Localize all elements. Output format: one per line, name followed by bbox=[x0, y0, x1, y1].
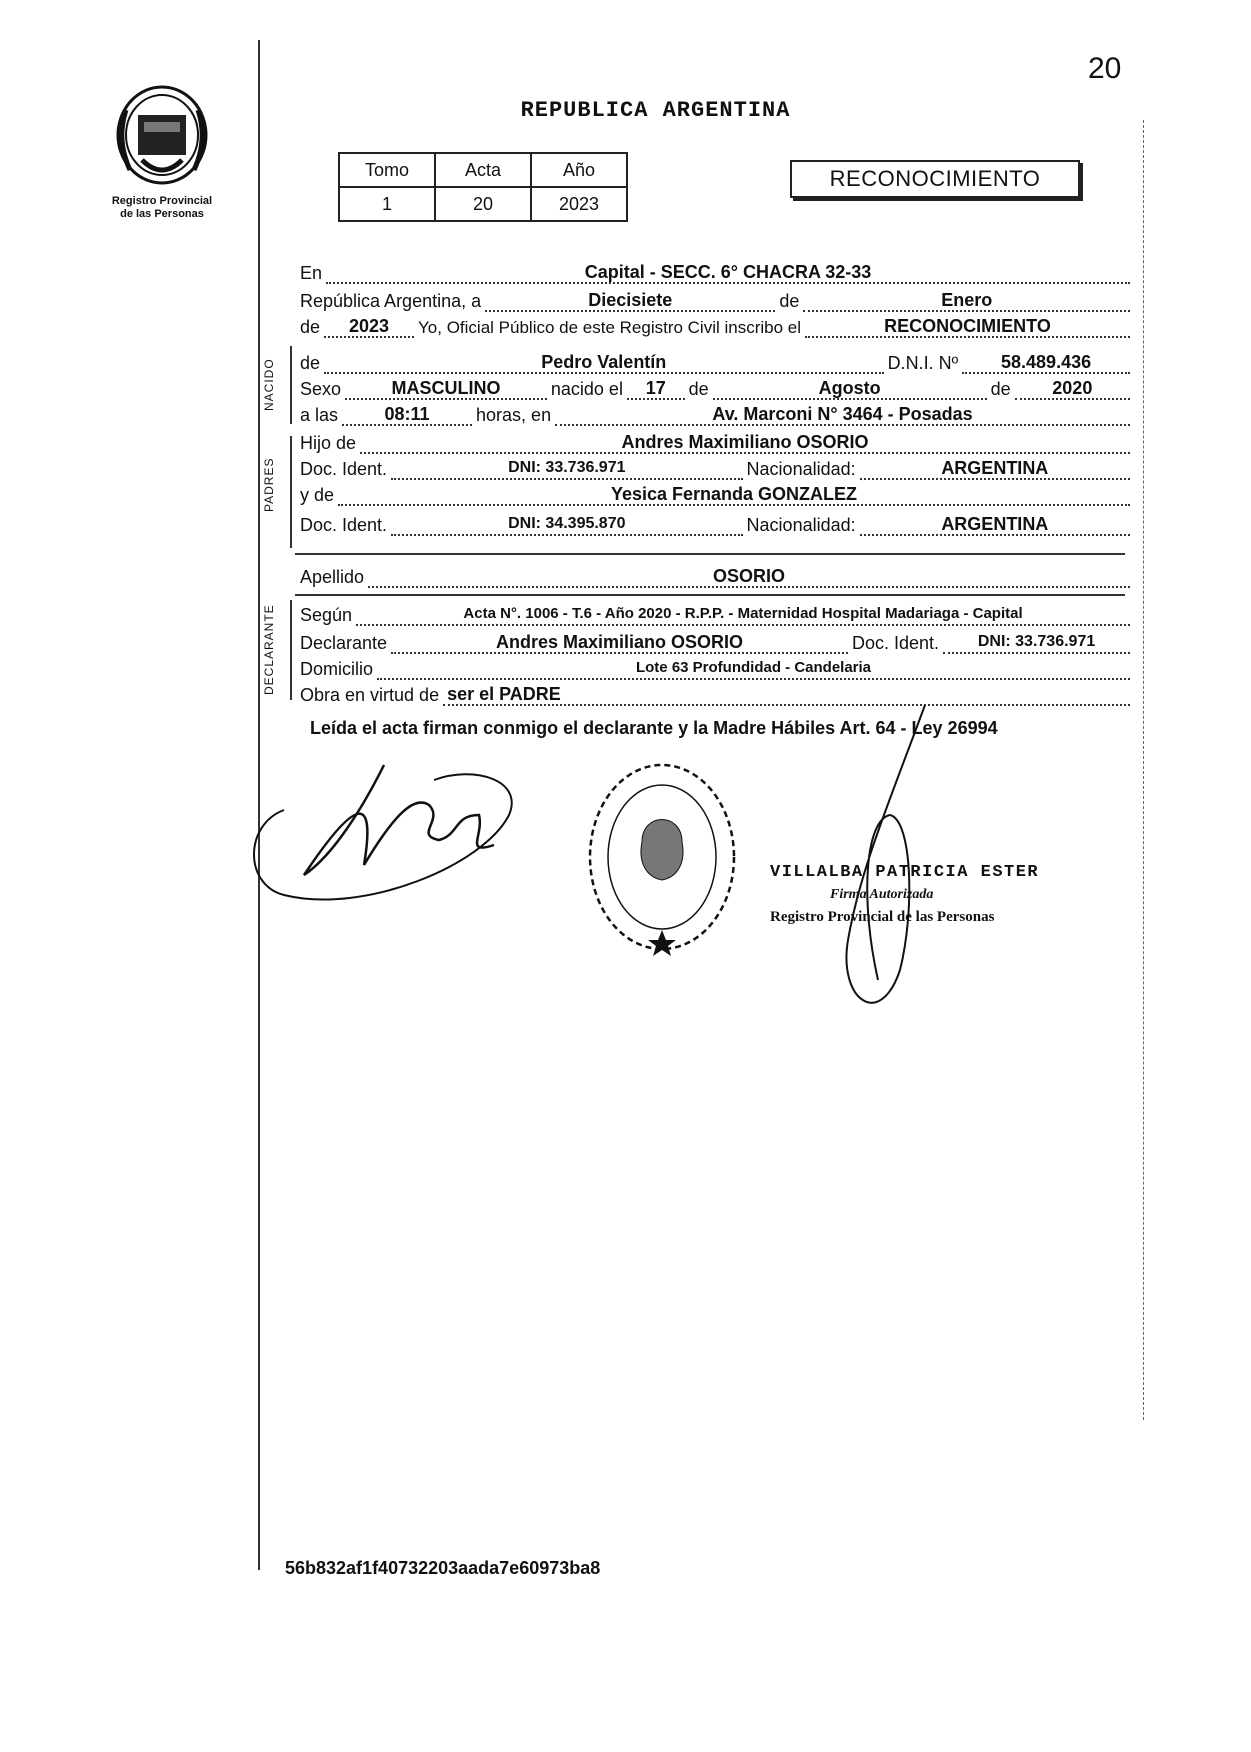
line-madre-doc bbox=[300, 510, 1130, 536]
label-nacionalidad-madre: Nacionalidad: bbox=[746, 515, 856, 535]
value-lugar: Capital - SECC. 6° CHACRA 32-33 bbox=[584, 262, 872, 282]
line-sexo bbox=[300, 374, 1130, 400]
section-nacido-bar bbox=[290, 346, 292, 424]
section-declarante-bar bbox=[290, 600, 292, 700]
issuer-line1: Registro Provincial bbox=[111, 195, 213, 207]
act-type-box: RECONOCIMIENTO bbox=[790, 160, 1080, 198]
line-padre-doc bbox=[300, 454, 1130, 480]
provincial-seal-logo bbox=[112, 80, 212, 190]
label-domicilio: Domicilio bbox=[300, 659, 374, 679]
label-de3: de bbox=[688, 379, 709, 399]
line-lugar bbox=[300, 258, 1130, 284]
right-margin-line bbox=[1143, 120, 1144, 1420]
value-sexo: MASCULINO bbox=[391, 378, 501, 398]
line-obra bbox=[300, 680, 1130, 706]
value-dni-nacido: 58.489.436 bbox=[1001, 352, 1092, 372]
value-anio: 2023 bbox=[349, 316, 390, 336]
record-header-acta: Acta bbox=[435, 153, 531, 187]
value-padre: Andres Maximiliano OSORIO bbox=[621, 432, 869, 452]
line-madre bbox=[300, 480, 1130, 506]
value-nac-dia: 17 bbox=[645, 378, 666, 398]
value-segun: Acta N°. 1006 - T.6 - Año 2020 - R.P.P. - Maternidad Hospital Madariaga - Capital bbox=[463, 605, 1023, 622]
official-role: Firma Autorizada bbox=[830, 887, 934, 902]
value-nombre: Pedro Valentín bbox=[541, 352, 667, 372]
value-lugar-nac: Av. Marconi N° 3464 - Posadas bbox=[712, 404, 973, 424]
label-de2: de bbox=[300, 317, 321, 337]
value-domicilio: Lote 63 Profundidad - Candelaria bbox=[635, 659, 872, 676]
official-name: VILLALBA PATRICIA ESTER bbox=[770, 863, 1040, 882]
line-padre bbox=[300, 428, 1130, 454]
line-domicilio bbox=[300, 654, 1130, 680]
label-de-nombre: de bbox=[300, 353, 321, 373]
issuer-line2: de las Personas bbox=[120, 208, 204, 220]
closing-statement: Leída el acta firman conmigo el declarante y la Madre Hábiles Art. 64 - Ley 26994 bbox=[310, 718, 998, 738]
line-apellido bbox=[300, 562, 1130, 588]
value-padre-doc: DNI: 33.736.971 bbox=[508, 459, 626, 476]
label-hijo-de: Hijo de bbox=[300, 433, 357, 453]
separator-1 bbox=[295, 553, 1125, 555]
line-hora bbox=[300, 400, 1130, 426]
value-obra: ser el PADRE bbox=[447, 684, 561, 704]
value-nac-anio: 2020 bbox=[1052, 378, 1093, 398]
official-block bbox=[770, 862, 1039, 928]
official-stamp bbox=[582, 752, 742, 962]
label-en: En bbox=[300, 263, 323, 283]
label-republica: República Argentina, a bbox=[300, 291, 482, 311]
label-dni: D.N.I. Nº bbox=[887, 353, 959, 373]
label-de4: de bbox=[990, 379, 1011, 399]
label-doc-ident-padre: Doc. Ident. bbox=[300, 459, 388, 479]
section-nacido: NACIDO bbox=[262, 358, 276, 412]
record-table bbox=[338, 152, 628, 222]
value-madre-doc: DNI: 34.395.870 bbox=[508, 515, 626, 532]
record-value-tomo: 1 bbox=[339, 187, 435, 221]
issuer-caption bbox=[100, 195, 224, 221]
label-yo: Yo, Oficial Público de este Registro Civil inscribo el bbox=[418, 318, 802, 337]
value-apellido: OSORIO bbox=[713, 566, 786, 586]
line-inscripcion bbox=[300, 312, 1130, 338]
record-value-anio: 2023 bbox=[531, 187, 627, 221]
label-nacionalidad-padre: Nacionalidad: bbox=[746, 459, 856, 479]
value-tipo-inscripcion: RECONOCIMIENTO bbox=[884, 316, 1051, 336]
section-padres: PADRES bbox=[262, 457, 276, 513]
value-hora: 08:11 bbox=[384, 404, 430, 424]
line-segun bbox=[300, 600, 1130, 626]
official-office: Registro Provincial de las Personas bbox=[770, 909, 995, 925]
label-horas-en: horas, en bbox=[476, 405, 552, 425]
value-declarante-doc: DNI: 33.736.971 bbox=[977, 633, 1096, 650]
label-obra: Obra en virtud de bbox=[300, 685, 440, 705]
section-padres-bar bbox=[290, 436, 292, 548]
label-nacido-el: nacido el bbox=[550, 379, 623, 399]
value-mes: Enero bbox=[941, 290, 993, 310]
value-madre: Yesica Fernanda GONZALEZ bbox=[610, 484, 858, 504]
label-doc-ident-madre: Doc. Ident. bbox=[300, 515, 388, 535]
label-a-las: a las bbox=[300, 405, 339, 425]
page-number: 20 bbox=[1088, 52, 1122, 85]
record-header-anio: Año bbox=[531, 153, 627, 187]
label-de: de bbox=[779, 291, 800, 311]
line-fecha bbox=[300, 286, 1130, 312]
label-doc-ident-declarante: Doc. Ident. bbox=[852, 633, 940, 653]
record-header-tomo: Tomo bbox=[339, 153, 435, 187]
label-y-de: y de bbox=[300, 485, 335, 505]
value-madre-nac: ARGENTINA bbox=[941, 514, 1049, 534]
separator-2 bbox=[295, 594, 1125, 596]
record-value-acta: 20 bbox=[435, 187, 531, 221]
label-declarante: Declarante bbox=[300, 633, 388, 653]
value-nac-mes: Agosto bbox=[818, 378, 881, 398]
value-declarante: Andres Maximiliano OSORIO bbox=[496, 632, 744, 652]
value-dia: Diecisiete bbox=[588, 290, 673, 310]
section-declarante: DECLARANTE bbox=[262, 604, 276, 696]
declarant-signature bbox=[244, 745, 534, 925]
line-nombre bbox=[300, 348, 1130, 374]
line-declarante bbox=[300, 628, 1130, 654]
document-hash: 56b832af1f40732203aada7e60973ba8 bbox=[285, 1558, 601, 1578]
document-title: REPUBLICA ARGENTINA bbox=[520, 98, 791, 123]
value-padre-nac: ARGENTINA bbox=[941, 458, 1049, 478]
label-segun: Según bbox=[300, 605, 353, 625]
label-apellido: Apellido bbox=[300, 567, 365, 587]
label-sexo: Sexo bbox=[300, 379, 342, 399]
